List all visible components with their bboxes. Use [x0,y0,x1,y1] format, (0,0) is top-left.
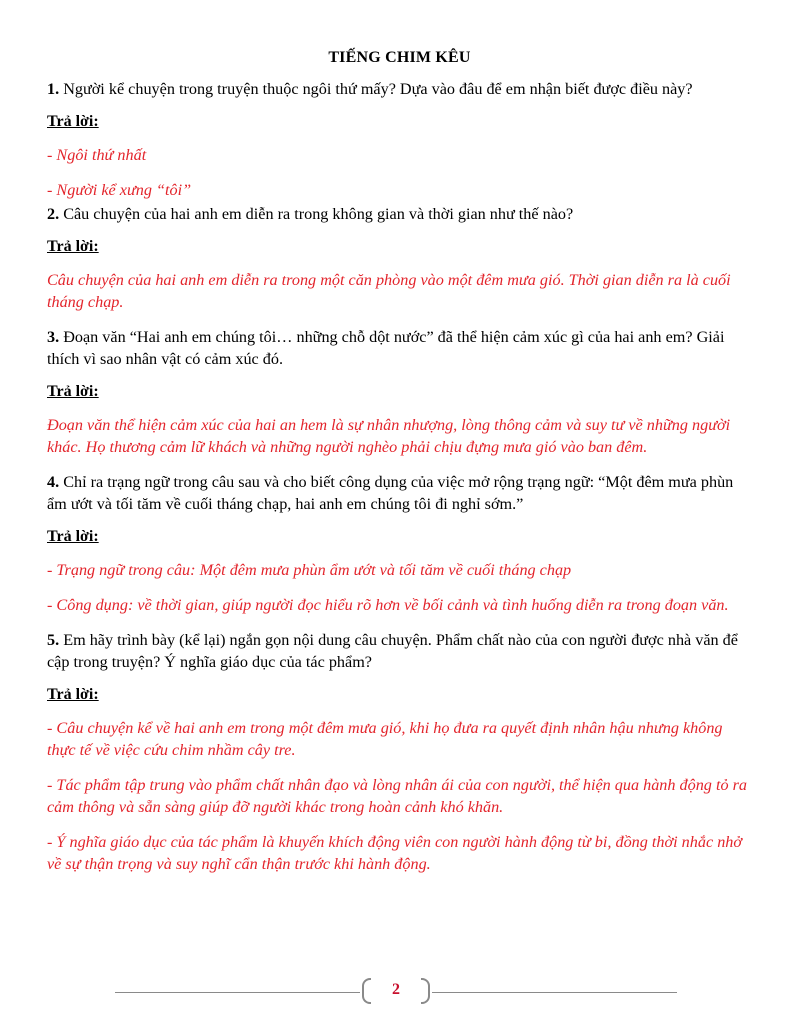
footer-divider-right [432,992,677,993]
question-number: 4. [47,473,60,491]
right-brace-icon [421,978,430,1004]
answer-4-line-1: - Trạng ngữ trong câu: Một đêm mưa phùn ẩm ướt và tối tăm về cuối tháng chạp [47,561,572,579]
question-number: 2. [47,205,60,223]
answer-2-line-1: Câu chuyện của hai anh em diễn ra trong một căn phòng vào một đêm mưa gió. Thời gian diễn ra là cuối tháng chạp. [47,271,731,311]
answer-label: Trả lời: [47,238,99,255]
question-number: 5. [47,631,60,649]
question-5 [47,629,752,673]
page-footer [115,977,677,1007]
question-text: Câu chuyện của hai anh em diễn ra trong không gian và thời gian như thế nào? [59,205,574,223]
question-number: 3. [47,328,60,346]
document-title: TIẾNG CHIM KÊU [328,49,471,66]
question-text: Người kể chuyện trong truyện thuộc ngôi thứ mấy? Dựa vào đâu để em nhận biết được điều này? [59,80,693,98]
answer-label: Trả lời: [47,383,99,400]
answer-3-line-1: Đoạn văn thể hiện cảm xúc của hai an hem là sự nhân nhượng, lòng thông cảm và suy tư về những người khác. Họ thương cảm lữ khách và những người nghèo phải chịu đựng mưa gió vào ban đêm. [47,416,731,456]
question-2 [47,203,752,225]
answer-label: Trả lời: [47,686,99,703]
answer-1-line-2: - Người kể xưng “tôi” [47,181,192,199]
question-text: Đoạn văn “Hai anh em chúng tôi… những chỗ dột nước” đã thể hiện cảm xúc gì của hai anh em? Giải thích vì sao nhân vật có cảm xúc đó. [47,328,725,368]
answer-4-line-2: - Công dụng: về thời gian, giúp người đọc hiểu rõ hơn về bối cảnh và tình huống diễn ra trong đoạn văn. [47,596,729,614]
question-4 [47,471,752,515]
answer-5-line-1: - Câu chuyện kể về hai anh em trong một đêm mưa gió, khi họ đưa ra quyết định nhân hậu nhưng không thực tế về việc cứu chim nhầm cây tre. [47,719,723,759]
question-text: Chỉ ra trạng ngữ trong câu sau và cho biết công dụng của việc mở rộng trạng ngữ: “Một đêm mưa phùn ẩm ướt và tối tăm về cuối tháng chạp, hai anh em chúng tôi đi nghỉ sớm.” [47,473,734,513]
question-1 [47,78,752,100]
document-page [47,48,752,888]
answer-label: Trả lời: [47,113,99,130]
question-3 [47,326,752,370]
answer-5-line-2: - Tác phẩm tập trung vào phẩm chất nhân đạo và lòng nhân ái của con người, thể hiện qua hành động tỏ ra cảm thông và sẵn sàng giúp đỡ người khác trong hoàn cảnh khó khăn. [47,776,747,816]
answer-1-line-1: - Ngôi thứ nhất [47,146,147,164]
question-text: Em hãy trình bày (kể lại) ngắn gọn nội dung câu chuyện. Phẩm chất nào của con người được nhà văn để cập trong truyện? Ý nghĩa giáo dục của tác phẩm? [47,631,738,671]
page-number: 2 [392,981,400,998]
question-number: 1. [47,80,60,98]
answer-5-line-3: - Ý nghĩa giáo dục của tác phẩm là khuyến khích động viên con người hành động từ bi, đồng thời nhắc nhở về sự thận trọng và suy nghĩ cẩn thận trước khi hành động. [47,833,743,873]
answer-label: Trả lời: [47,528,99,545]
